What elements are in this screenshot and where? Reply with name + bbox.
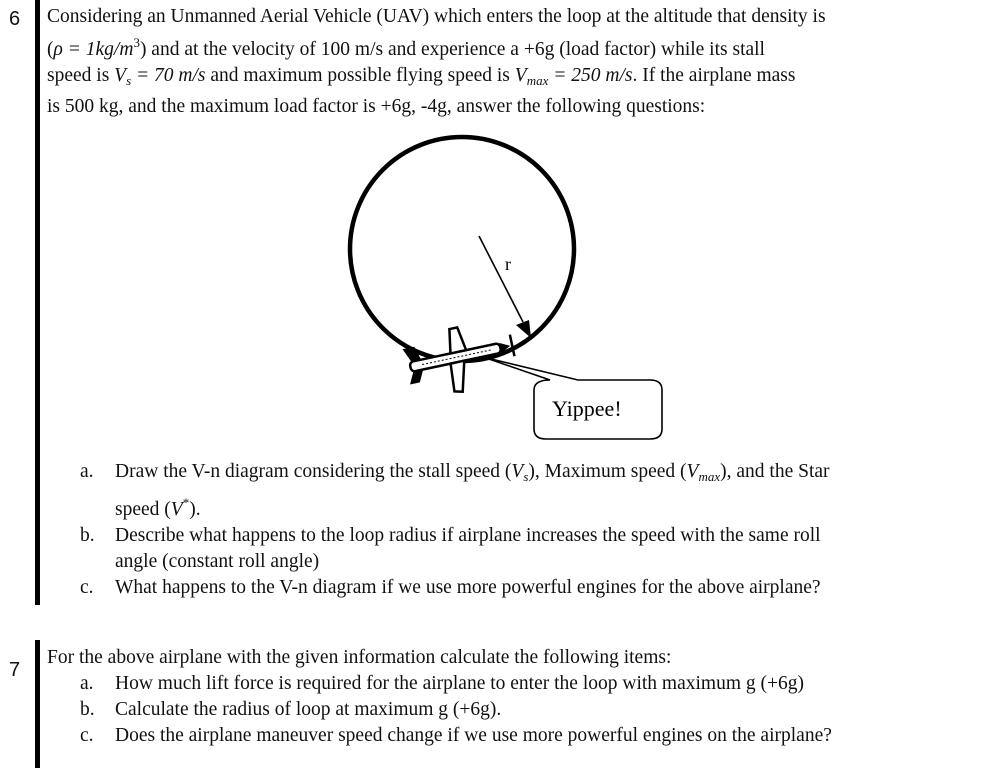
max-speed-symbol: V [514,65,527,86]
question-number-7: 7 [9,659,21,681]
question-6-margin-bar [35,0,40,605]
question-number-6: 6 [9,8,21,30]
question-7-items [80,671,975,749]
item-marker: a. [80,461,94,482]
speech-bubble-text: Yippee! [552,396,622,421]
radius-arrowhead [516,320,531,338]
statement-line-4: is 500 kg, and the maximum load factor is +6g, -4g, answer the following questions: [47,96,706,117]
density-expression: ρ = 1kg/m [53,39,134,60]
question-7-item-c: c. Does the airplane maneuver speed change if we use more powerful engines on the airplane? [80,723,975,749]
question-7-item-a: a. How much lift force is required for the airplane to enter the loop with maximum g (+6g) [80,671,975,697]
question-7-margin-bar [35,640,40,768]
stall-speed-symbol: V [114,65,127,86]
question-6-item-a: a. Draw the V-n diagram considering the stall speed $(V_s)$, Maximum speed $(V_{max})$, and the Star speed (V*). [80,461,830,520]
radius-label: r [505,254,511,274]
question-6-item-b: b. Describe what happens to the loop radius if airplane increases the speed with the same roll angle (constant roll angle) [80,525,821,572]
question-6-items [80,459,975,601]
statement-line-3: speed is $V_s = 70$ m/s and maximum possible flying speed is $V_{max} = 250$ m/s. If the airplane mass [47,65,796,88]
question-7-item-b: b. Calculate the radius of loop at maximum g (+6g). [80,697,975,723]
item-marker: a. [80,673,94,694]
statement-line-1: Considering an Unmanned Aerial Vehicle (UAV) which enters the loop at the altitude that density is [47,6,826,27]
item-marker: b. [80,699,95,720]
stall-speed-value: = 70 m/s [131,65,206,86]
loop-circle [350,137,574,361]
question-6-item-c: c. What happens to the V-n diagram if we use more powerful engines for the above airplane? [80,575,975,601]
question-7-intro: For the above airplane with the given information calculate the following items: [47,647,672,668]
item-marker: c. [80,577,94,598]
item-marker: b. [80,525,95,546]
statement-line-2: $(\rho = 1kg/m^3)$ and at the velocity of 100 m/s and experience a +6g (load factor) while its stall [47,35,765,60]
radius-arrow [479,236,523,322]
airplane-icon [400,317,519,402]
max-speed-value: = 250 m/s [548,65,633,86]
item-marker: c. [80,725,94,746]
loop-figure [340,128,680,450]
question-6-statement [47,4,972,120]
